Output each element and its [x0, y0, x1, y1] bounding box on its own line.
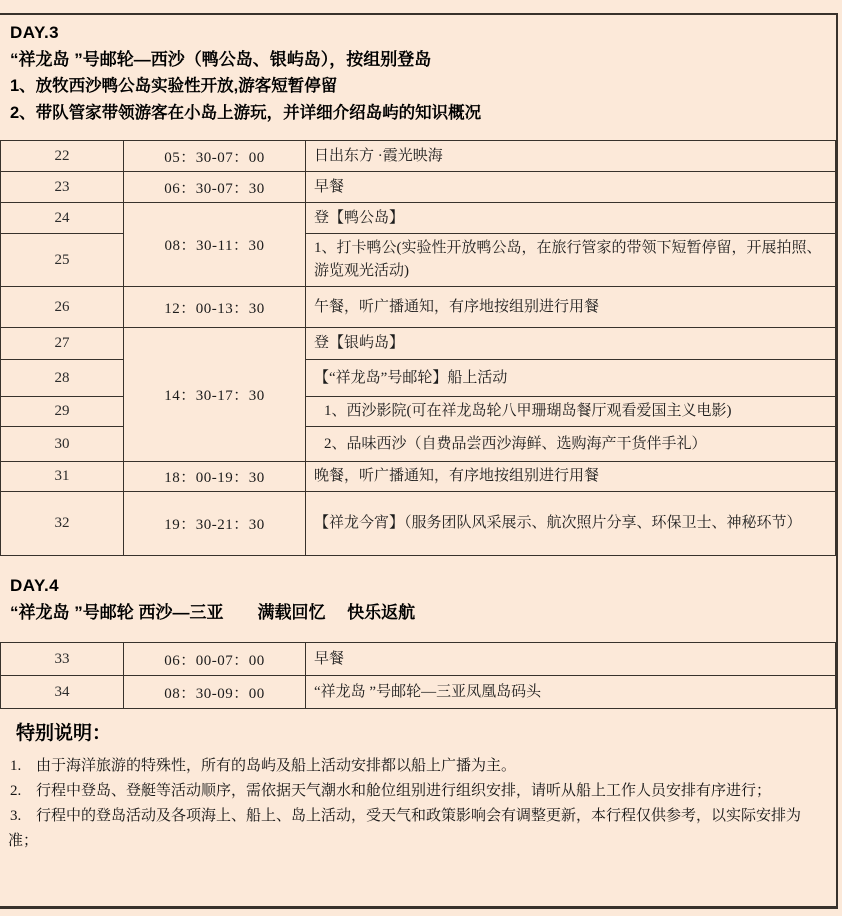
row-time: 12：00-13：30 — [124, 287, 306, 328]
row-time: 06：00-07：00 — [124, 643, 306, 676]
day4-title: DAY.4 — [10, 576, 60, 595]
row-number: 29 — [1, 397, 124, 427]
row-desc: 日出东方 ·霞光映海 — [306, 141, 836, 172]
note-text: 由于海洋旅游的特殊性，所有的岛屿及船上活动安排都以船上广播为主。 — [36, 758, 517, 774]
day3-schedule-table — [0, 140, 836, 556]
page-frame — [0, 13, 838, 909]
row-number: 25 — [1, 234, 124, 287]
table-row — [1, 492, 836, 556]
row-number: 31 — [1, 462, 124, 492]
row-desc: 晚餐，听广播通知，有序地按组别进行用餐 — [306, 462, 836, 492]
table-row — [1, 462, 836, 492]
table-row — [1, 141, 836, 172]
row-time: 05：30-07：00 — [124, 141, 306, 172]
day4-header — [10, 573, 826, 626]
day4-subtitle: “祥龙岛 ”号邮轮 西沙—三亚 满载回忆 快乐返航 — [10, 603, 416, 622]
row-desc: 1、打卡鸭公(实验性开放鸭公岛，在旅行管家的带领下短暂停留，开展拍照、游览观光活动) — [306, 234, 836, 287]
row-desc: 【祥龙今宵】（服务团队风采展示、航次照片分享、环保卫士、神秘环节） — [306, 492, 836, 556]
row-time: 19：30-21：30 — [124, 492, 306, 556]
day3-header — [10, 20, 826, 127]
row-number: 30 — [1, 427, 124, 462]
day3-subtitle: “祥龙岛 ”号邮轮—西沙（鸭公岛、银屿岛），按组别登岛 — [10, 50, 432, 69]
row-desc: 2、品味西沙（自费品尝西沙海鲜、选购海产干货伴手礼） — [306, 427, 836, 462]
row-desc: “祥龙岛 ”号邮轮—三亚凤凰岛码头 — [306, 676, 836, 709]
note-number: 1. — [10, 758, 22, 774]
day3-note-line-2: 2、带队管家带领游客在小岛上游玩，并详细介绍岛屿的知识概况 — [10, 104, 482, 122]
row-number: 23 — [1, 172, 124, 203]
note-item — [8, 804, 820, 854]
row-number: 26 — [1, 287, 124, 328]
row-time: 08：30-09：00 — [124, 676, 306, 709]
table-row — [1, 643, 836, 676]
row-time: 06：30-07：30 — [124, 172, 306, 203]
table-row — [1, 172, 836, 203]
row-number: 34 — [1, 676, 124, 709]
row-desc: 早餐 — [306, 172, 836, 203]
day3-note-line-1: 1、放牧西沙鸭公岛实验性开放,游客短暂停留 — [10, 77, 338, 95]
table-row — [1, 328, 836, 360]
row-desc: 早餐 — [306, 643, 836, 676]
row-time: 18：00-19：30 — [124, 462, 306, 492]
table-row — [1, 203, 836, 234]
day3-title: DAY.3 — [10, 23, 60, 42]
table-row — [1, 676, 836, 709]
special-notes-title: 特别说明： — [16, 723, 112, 744]
note-item — [8, 754, 820, 779]
note-text: 行程中登岛、登艇等活动顺序，需依据天气潮水和舱位组别进行组织安排，请听从船上工作人员安排有序进行； — [36, 783, 772, 799]
row-number: 27 — [1, 328, 124, 360]
special-notes-section — [0, 714, 830, 854]
table-row — [1, 287, 836, 328]
note-number: 3. — [10, 808, 22, 824]
row-number: 28 — [1, 360, 124, 397]
note-number: 2. — [10, 783, 22, 799]
row-time: 14：30-17：30 — [124, 328, 306, 462]
row-number: 32 — [1, 492, 124, 556]
note-item — [8, 779, 820, 804]
row-number: 33 — [1, 643, 124, 676]
row-number: 22 — [1, 141, 124, 172]
row-desc: 登【银屿岛】 — [306, 328, 836, 360]
row-desc: 1、西沙影院(可在祥龙岛轮八甲珊瑚岛餐厅观看爱国主义电影) — [306, 397, 836, 427]
row-desc: 登【鸭公岛】 — [306, 203, 836, 234]
note-text: 行程中的登岛活动及各项海上、船上、岛上活动，受天气和政策影响会有调整更新，本行程仅供参考，以实际安排为准； — [8, 808, 802, 849]
row-number: 24 — [1, 203, 124, 234]
row-desc: 【“祥龙岛”号邮轮】船上活动 — [306, 360, 836, 397]
day4-schedule-table — [0, 642, 836, 709]
row-time: 08：30-11：30 — [124, 203, 306, 287]
row-desc: 午餐，听广播通知，有序地按组别进行用餐 — [306, 287, 836, 328]
